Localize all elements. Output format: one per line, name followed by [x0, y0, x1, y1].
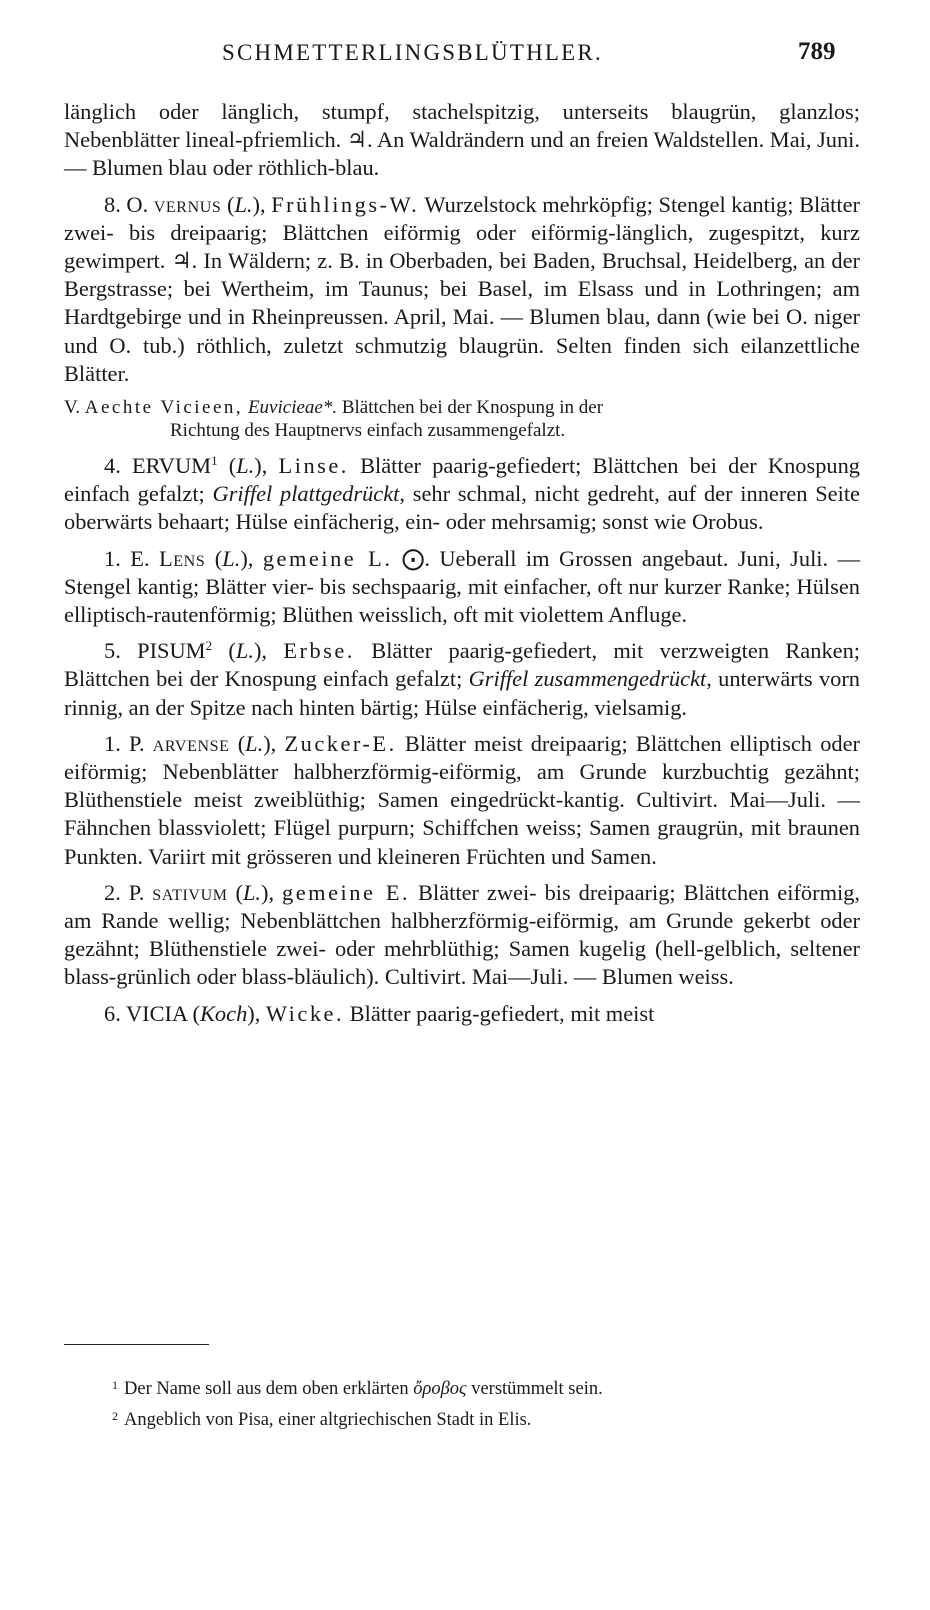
section-latin-name: Euvicieae*.: [243, 397, 338, 419]
entry-number: 8. O.: [104, 191, 154, 217]
main-text: [64, 98, 860, 1036]
genus-name: 5. PISUM: [104, 638, 206, 664]
section-number: V.: [64, 397, 85, 419]
author-abbrev: L.: [222, 545, 241, 571]
paren-open: (: [229, 730, 246, 756]
footnote-greek-word: ὄροβος: [413, 1379, 467, 1399]
entry-number: 1. P.: [104, 730, 153, 756]
author-abbrev: L.: [242, 879, 262, 905]
entry-description: Blätter zwei- bis dreipaarig; Blättchen eiförmig, am Rande wellig; Nebenblättchen halbherzförmig-eiförmig, am Grunde gekerbt oder gezähnt; Blüthenstiele zwei- oder mehrblüthig; Samen kugelig (hell-gelblich, seltener blass-grünlich oder blass-bläulich). Cultivirt. Mai—Juli. — Blumen weiss.: [64, 879, 861, 990]
paren-open: (: [205, 545, 223, 571]
italic-phrase: Griffel zusammengedrückt: [468, 666, 707, 692]
entry-description-cont: , sehr schmal, nicht gedreht, auf der inneren Seite oberwärts behaart; Hülse einfächerig, ein- oder mehrsamig; sonst wie Orobus.: [64, 481, 860, 535]
paragraph-text: länglich oder länglich, stumpf, stachelspitzig, unterseits blaugrün, glanzlos; Nebenblätter lineal-pfriemlich. ♃. An Waldrändern und an freien Waldstellen. Mai, Juni. — Blumen blau oder röthlich-blau.: [64, 99, 860, 181]
genus-entry-pisum: [64, 637, 860, 722]
species-name: sativum: [152, 879, 228, 905]
author-abbrev: Koch: [200, 1000, 248, 1026]
author-abbrev: L.: [236, 453, 255, 479]
footnote-1: [112, 1372, 872, 1403]
footnote-text-cont: verstümmelt sein.: [466, 1379, 603, 1399]
footnote-mark: 1: [112, 1378, 118, 1392]
common-name: gemeine E.: [282, 879, 411, 905]
footnote-ref: 1: [211, 453, 218, 469]
species-name: arvense: [152, 730, 230, 756]
species-entry-orobus-vernus: [64, 191, 860, 388]
footnote-text: Der Name soll aus dem oben erklärten: [124, 1379, 414, 1399]
entry-description: ⨀. Ueberall im Grossen angebaut. Juni, Juli. — Stengel kantig; Blätter vier- bis sechspaarig, mit einfacher, oft nur kurzer Ranke; Hülsen elliptisch-rautenförmig; Blüthen weisslich, oft mit violettem Anfluge.: [64, 545, 860, 628]
common-name: Erbse.: [283, 638, 355, 664]
running-title: SCHMETTERLINGSBLÜTHLER.: [222, 40, 603, 65]
paren-open: (: [212, 638, 236, 664]
author-abbrev: L.: [245, 730, 264, 756]
paren-open: (: [217, 453, 237, 479]
entry-description: Blätter meist dreipaarig; Blättchen elliptisch oder eiförmig; Nebenblätter halbherzförmig-eiförmig, am Grunde kurzbuchtig gezähnt; Blüthenstiele meist zweiblüthig; Samen eingedrückt-kantig. Cultivirt. Mai—Juli. — Fähnchen blassviolett; Flügel purpurn; Schiffchen weiss; Samen graugrün, mit braunen Punkten. Variirt mit grösseren und kleineren Früchten und Samen.: [64, 730, 860, 869]
species-entry-pisum-arvense: [64, 730, 860, 871]
genus-entry-ervum: [64, 452, 860, 537]
entry-description: Wurzelstock mehrköpfig; Stengel kantig; Blätter zwei- bis dreipaarig; Blättchen eiförmig oder eiförmig-länglich, zugespitzt, kurz gewimpert. ♃. In Wäldern; z. B. in Oberbaden, bei Baden, Bruchsal, Heidelberg, an der Bergstrasse; bei Wertheim, im Taunus; bei Basel, im Elsass und in Lothringen; am Hardtgebirge und in Rheinpreussen. April, Mai. — Blumen blau, dann (wie bei O. niger und O. tub.) röthlich, zuletzt schmutzig blaugrün. Selten finden sich eilanzettliche Blätter.: [64, 191, 860, 386]
entry-description: Blätter paarig-gefiedert, mit meist: [344, 1000, 655, 1026]
genus-name: 6. VICIA: [104, 1000, 187, 1026]
species-name: Lens: [159, 545, 206, 571]
species-entry-pisum-sativum: [64, 879, 860, 992]
running-header: [0, 38, 930, 72]
footnote-mark: 2: [112, 1409, 118, 1423]
paren-close: ),: [263, 730, 285, 756]
entry-description: Blätter paarig-gefiedert; Blättchen bei der Knospung einfach gefalzt;: [64, 453, 860, 507]
species-name: vernus: [153, 191, 222, 217]
entry-description-cont: , unterwärts vorn rinnig, an der Spitze nach hinten bärtig; Hülse einfächerig, vielsamig.: [64, 666, 860, 720]
entry-number: 1. E.: [104, 545, 160, 571]
paren-open: (: [227, 879, 243, 905]
section-description-line2: Richtung des Hauptnervs einfach zusammengefalzt.: [170, 420, 566, 442]
paren-open: (: [221, 191, 235, 217]
section-name: Aechte Vicieen,: [84, 397, 244, 419]
paren-close: ),: [252, 191, 272, 217]
paragraph-continuation: [64, 98, 860, 183]
genus-name: 4. ERVUM: [104, 453, 212, 479]
footnote-divider: [64, 1344, 209, 1345]
genus-entry-vicia: [64, 1000, 860, 1028]
species-entry-ervum-lens: [64, 545, 860, 630]
paren-close: ),: [254, 453, 279, 479]
paren-close: ),: [261, 879, 283, 905]
page-number: 789: [798, 38, 836, 65]
footnote-text: Angeblich von Pisa, einer altgriechischen Stadt in Elis.: [124, 1410, 532, 1430]
common-name: Linse.: [278, 453, 349, 479]
common-name: Frühlings-W.: [271, 191, 420, 217]
author-abbrev: L.: [234, 191, 253, 217]
common-name: gemeine L.: [262, 545, 393, 571]
paren-open: (: [186, 1000, 200, 1026]
common-name: Zucker-E.: [284, 730, 397, 756]
common-name: Wicke.: [265, 1000, 345, 1026]
paren-close: ),: [253, 638, 284, 664]
section-description-line1: Blättchen bei der Knospung in der: [337, 397, 604, 419]
entry-description: Blätter paarig-gefiedert, mit verzweigten Ranken; Blättchen bei der Knospung einfach gefalzt;: [64, 638, 860, 692]
section-heading: [64, 396, 860, 442]
italic-phrase: Griffel plattgedrückt: [212, 481, 400, 507]
footnotes: [112, 1372, 872, 1434]
footnote-2: [112, 1403, 872, 1434]
paren-close: ),: [240, 545, 263, 571]
entry-number: 2. P.: [104, 879, 153, 905]
paren-close: ),: [247, 1000, 266, 1026]
footnote-ref: 2: [205, 638, 213, 654]
author-abbrev: L.: [235, 638, 254, 664]
